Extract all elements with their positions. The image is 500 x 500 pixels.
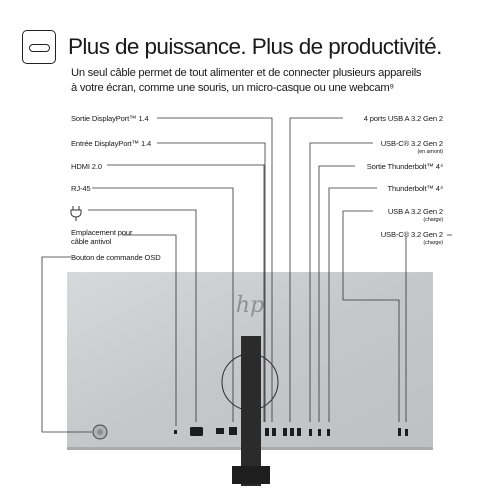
usb-a-charge-port bbox=[398, 428, 401, 436]
label-rj45: RJ-45 bbox=[71, 184, 91, 193]
label-thunderbolt: Thunderbolt™ 4⁴ bbox=[387, 184, 443, 193]
hp-logo: hp bbox=[235, 293, 265, 318]
power-plug-icon bbox=[71, 206, 81, 221]
subtitle-line-1: Un seul câble permet de tout alimenter et de connecter plusieurs appareils bbox=[71, 67, 422, 79]
hdmi-port bbox=[216, 428, 224, 434]
usb-c-upstream-port bbox=[309, 429, 312, 436]
displayport-out bbox=[272, 428, 276, 436]
label-usb-c-charge-note: (charge) bbox=[423, 240, 443, 246]
label-displayport-in: Entrée DisplayPort™ 1.4 bbox=[71, 139, 152, 148]
usb-c-charge-port bbox=[405, 429, 408, 436]
usb-a-port-2 bbox=[290, 428, 294, 436]
label-usb-c-charge-title: USB-C® 3.2 Gen 2 bbox=[380, 230, 443, 239]
label-hdmi: HDMI 2.0 bbox=[71, 162, 102, 171]
label-lock-line-2: câble antivol bbox=[71, 237, 112, 246]
subtitle-line-2: à votre écran, comme une souris, un micro-casque ou une webcam⁹ bbox=[71, 82, 394, 94]
label-lock-line-1: Emplacement pour bbox=[71, 228, 133, 237]
label-osd-button: Bouton de commande OSD bbox=[71, 253, 161, 262]
thunderbolt-out-port bbox=[318, 429, 321, 436]
label-usb-a-charge-title: USB A 3.2 Gen 2 bbox=[387, 207, 443, 216]
label-thunderbolt-out: Sortie Thunderbolt™ 4⁴ bbox=[366, 162, 443, 171]
label-displayport-out: Sortie DisplayPort™ 1.4 bbox=[71, 114, 149, 123]
usb-a-port-1 bbox=[283, 428, 287, 436]
label-usb-a-charge-note: (charge) bbox=[423, 217, 443, 223]
label-usb-a-ports: 4 ports USB A 3.2 Gen 2 bbox=[363, 114, 443, 123]
label-usb-c-upstream-note: (en amont) bbox=[417, 149, 443, 155]
monitor-stand-foot bbox=[232, 466, 270, 484]
usb-a-port-3 bbox=[297, 428, 301, 436]
label-usb-c-upstream-title: USB-C® 3.2 Gen 2 bbox=[380, 139, 443, 148]
displayport-in bbox=[265, 428, 269, 436]
lock-slot bbox=[174, 430, 177, 434]
thunderbolt-port bbox=[327, 429, 330, 436]
power-port bbox=[190, 427, 203, 436]
osd-button-center bbox=[97, 429, 103, 435]
rj45-port bbox=[229, 427, 237, 435]
page-title: Plus de puissance. Plus de productivité. bbox=[68, 34, 442, 59]
monitor-stand bbox=[241, 336, 261, 486]
